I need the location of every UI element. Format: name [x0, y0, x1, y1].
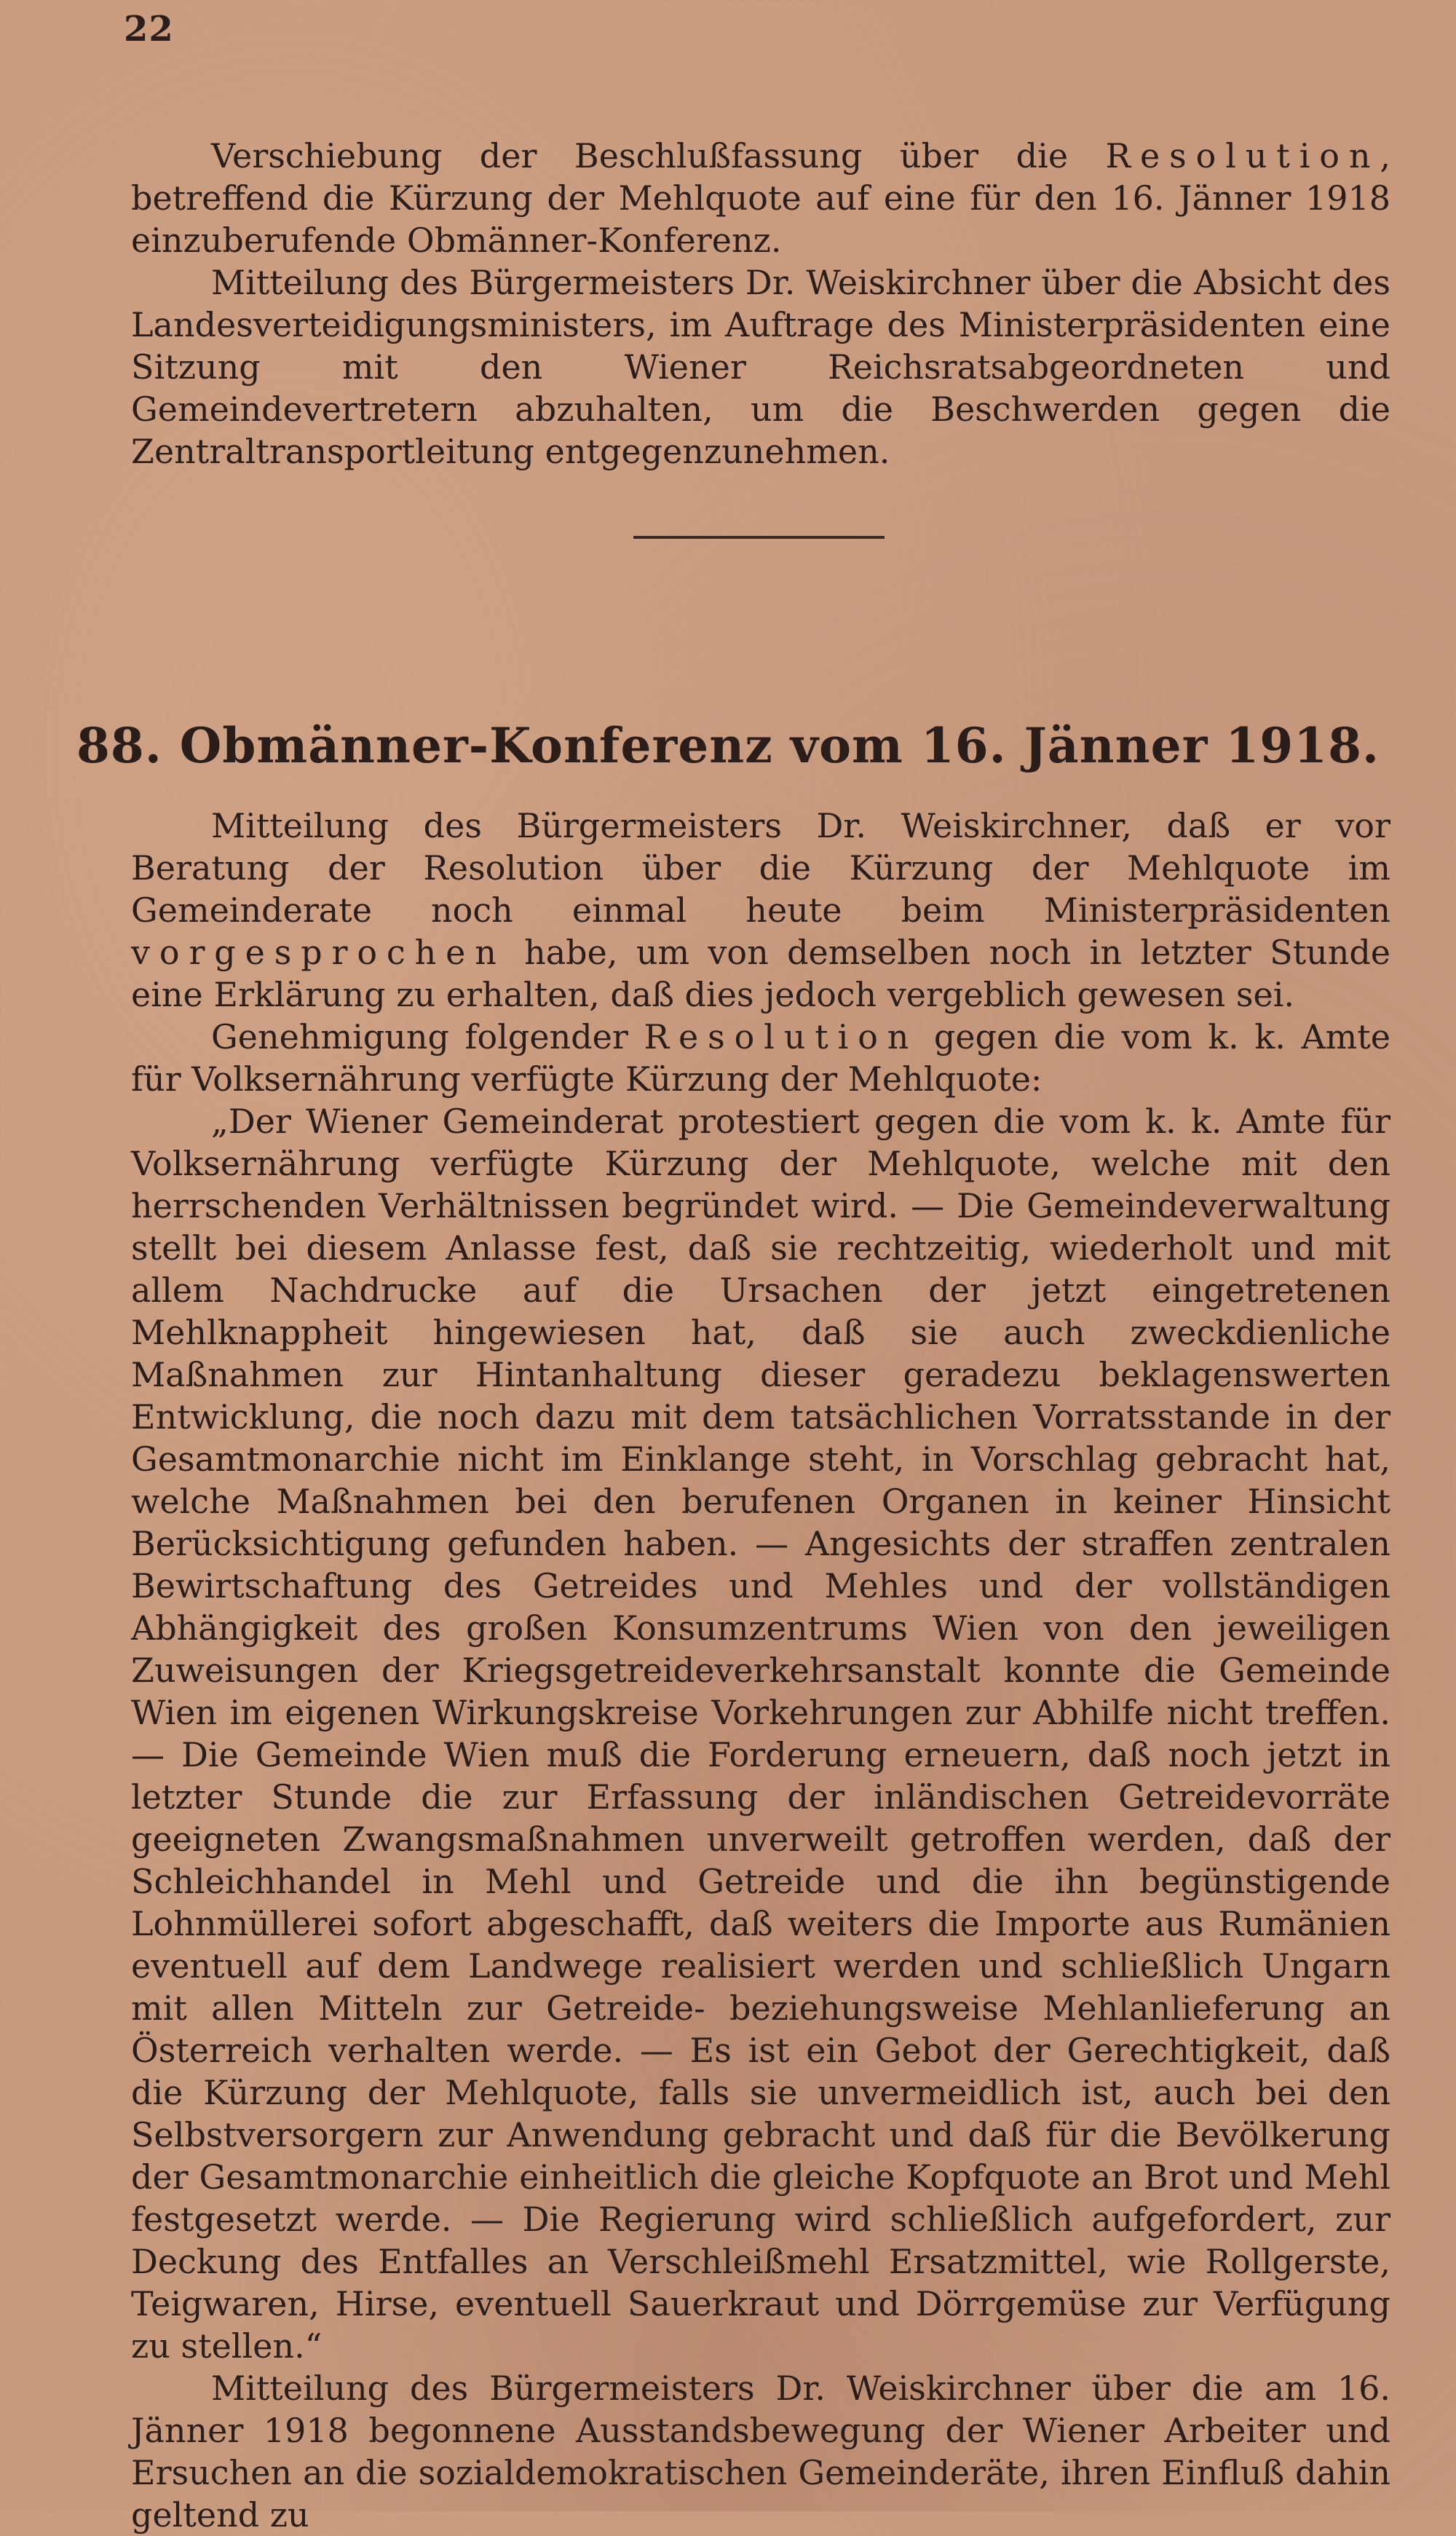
section-divider — [633, 536, 885, 539]
section-p1-after: habe, um von demselben noch in letzter Stunde eine Erklärung zu erhalten, daß dies jedoch vergeblich gewesen sei. — [131, 933, 1390, 1014]
section-p2-after: gegen die vom k. k. Amte für Volksernährung verfügte Kürzung der Mehlquote: — [131, 1017, 1390, 1099]
intro-p1-after: , betreffend die Kürzung der Mehlquote auf eine für den 16. Jänner 1918 einzuberufende Obmänner-Konferenz. — [131, 136, 1390, 260]
intro-text-block — [131, 135, 1390, 473]
page-number: 22 — [124, 9, 174, 50]
section-p1-before: Mitteilung des Bürgermeisters Dr. Weiskirchner, daß er vor Beratung der Resolution über die Kürzung der Mehlquote im Gemeinderate noch einmal heute beim Ministerpräsidenten — [131, 806, 1390, 930]
section-p2-before: Genehmigung folgender — [211, 1017, 644, 1056]
intro-paragraph-resolution — [131, 135, 1390, 261]
section-paragraph-mayor — [131, 805, 1390, 1016]
section-paragraph-strike: Mitteilung des Bürgermeisters Dr. Weiskirchner über die am 16. Jänner 1918 begonnene Ausstandsbewegung der Wiener Arbeiter und Ersuchen an die sozialdemokratischen Gemeinderäte, ihren Einfluß dahin geltend zu — [131, 2369, 1390, 2535]
section-p2-spaced-word: Resolution — [644, 1017, 919, 1056]
section-p1-spaced-word: vorgesprochen — [131, 933, 506, 972]
intro-paragraph-meeting: Mitteilung des Bürgermeisters Dr. Weiskirchner über die Absicht des Landesverteidigungsministers, im Auftrage des Ministerpräsidenten eine Sitzung mit den Wiener Reichsratsabgeordneten und Gemeindevertretern abzuhalten, um die Beschwerden gegen die Zentraltransportleitung entgegenzunehmen. — [131, 263, 1390, 471]
section-paragraph-approval — [131, 1016, 1390, 1100]
section-heading: 88. Obmänner-Konferenz vom 16. Jänner 1918. — [76, 717, 1380, 774]
resolution-quote: „Der Wiener Gemeinderat protestiert gegen die vom k. k. Amte für Volksernährung verfügte Kürzung der Mehlquote, welche mit den herrschenden Verhältnissen begründet wird. — Die Gemeindeverwaltung stellt bei diesem Anlasse fest, daß sie rechtzeitig, wiederholt und mit allem Nachdrucke auf die Ursachen der jetzt eingetretenen Mehlknappheit hingewiesen hat, daß sie auch zweckdienliche Maßnahmen zur Hintanhaltung dieser geradezu beklagenswerten Entwicklung, die noch dazu mit dem tatsächlichen Vorratsstande in der Gesamtmonarchie nicht im Einklange steht, in Vorschlag gebracht hat, welche Maßnahmen bei den berufenen Organen in keiner Hinsicht Berücksichtigung gefunden haben. — Angesichts der straffen zentralen Bewirtschaftung des Getreides und Mehles und der vollständigen Abhängigkeit des großen Konsumzentrums Wien von den jeweiligen Zuweisungen der Kriegsgetreideverkehrsanstalt konnte die Gemeinde Wien im eigenen Wirkungskreise Vorkehrungen zur Abhilfe nicht treffen. — Die Gemeinde Wien muß die Forderung erneuern, daß noch jetzt in letzter Stunde die zur Erfassung der inländischen Getreidevorräte geeigneten Zwangsmaßnahmen unverweilt getroffen werden, daß der Schleichhandel in Mehl und Getreide und die ihn begünstigende Lohnmüllerei sofort abgeschafft, daß weiters die Importe aus Rumänien eventuell auf dem Landwege realisiert werden und schließlich Ungarn mit allen Mitteln zur Getreide- beziehungsweise Mehlanlieferung an Österreich verhalten werde. — Es ist ein Gebot der Gerechtigkeit, daß die Kürzung der Mehlquote, falls sie unvermeidlich ist, auch bei den Selbstversorgern zur Anwendung gebracht und daß für die Bevölkerung der Gesamtmonarchie einheitlich die gleiche Kopfquote an Brot und Mehl festgesetzt werde. — Die Regierung wird schließlich aufgefordert, zur Deckung des Entfalles an Verschleißmehl Ersatzmittel, wie Rollgerste, Teigwaren, Hirse, eventuell Sauerkraut und Dörrgemüse zur Verfügung zu stellen.“ — [131, 1102, 1390, 2366]
intro-p1-before: Verschiebung der Beschlußfassung über die — [211, 136, 1106, 175]
section-text-block — [131, 805, 1390, 2536]
intro-p1-spaced-word: Resolution — [1105, 136, 1380, 175]
